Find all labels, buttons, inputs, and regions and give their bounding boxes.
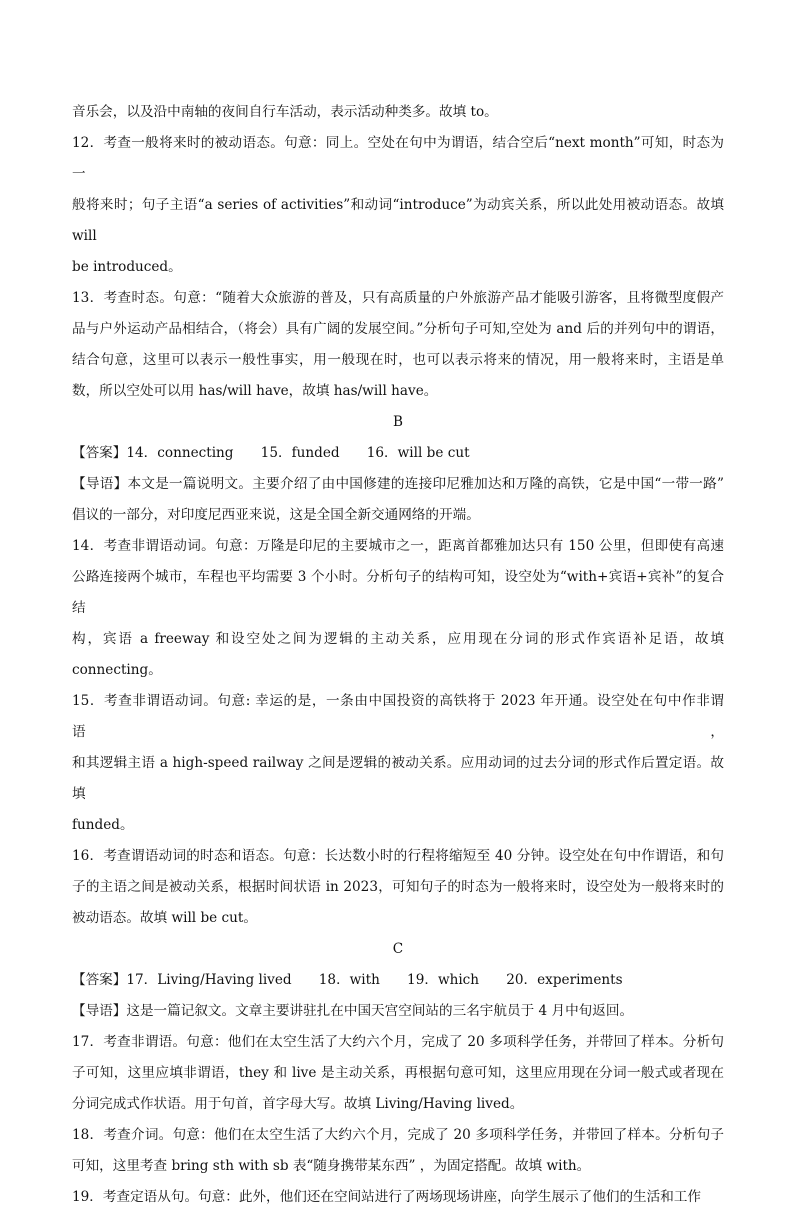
explanation-17-line: 17．考查非谓语。句意：他们在太空生活了大约六个月，完成了 20 多项科学任务，并带回了样本。分析句 [72, 1034, 724, 1050]
continuation-paragraph-line: 音乐会，以及沿中南轴的夜间自行车活动，表示活动种类多。故填 to。 [72, 104, 498, 120]
explanation-14-line: 公路连接两个城市，车程也平均需要 3 个小时。分析句子的结构可知，设空处为“with+宾语+宾补”的复合结 [72, 569, 724, 616]
section-heading-c-line: C [392, 941, 404, 957]
explanation-12-line: 12．考查一般将来时的被动语态。句意：同上。空处在句中为谓语，结合空后“next month”可知，时态为一 [72, 135, 724, 182]
explanation-text [72, 97, 724, 1213]
explanation-13-line: 13．考查时态。句意：“随着大众旅游的普及，只有高质量的户外旅游产品才能吸引游客，且将微型度假产 [72, 290, 724, 306]
explanation-13-line: 结合句意，这里可以表示一般性事实，用一般现在时，也可以表示将来的情况，用一般将来时，主语是单 [72, 352, 724, 368]
explanation-17-line: 分词完成式作状语。用于句首，首字母大写。故填 Living/Having lived。 [72, 1096, 524, 1112]
answer-key-c-line: 【答案】17．Living/Having lived 18．with 19．which 20．experiments [72, 972, 623, 988]
explanation-15-line: 15．考查非谓语动词。句意: 幸运的是，一条由中国投资的高铁将于 2023 年开通。设空处在句中作非谓语， [72, 693, 724, 740]
explanation-17-line: 子可知，这里应填非谓语，they 和 live 是主动关系，再根据句意可知，这里应用现在分词一般式或者现在 [72, 1065, 724, 1081]
explanation-15-line: funded。 [72, 817, 134, 833]
explanation-14-line: 14．考查非谓语动词。句意：万隆是印尼的主要城市之一，距离首都雅加达只有 150 公里，但即使有高速 [72, 538, 724, 554]
section-heading-b-line: B [393, 414, 403, 430]
guide-c-line: 【导语】这是一篇记叙文。文章主要讲驻扎在中国天宫空间站的三名宇航员于 4 月中旬返回。 [72, 1003, 634, 1019]
explanation-14-line: 构，宾语 a freeway 和设空处之间为逻辑的主动关系，应用现在分词的形式作宾语补足语，故填 connecting。 [72, 631, 724, 678]
explanation-15-line: 和其逻辑主语 a high-speed railway 之间是逻辑的被动关系。应用动词的过去分词的形式作后置定语。故填 [72, 755, 724, 802]
explanation-19-line: 19．考查定语从句。句意：此外，他们还在空间站进行了两场现场讲座，向学生展示了他们的生活和工作 [72, 1189, 702, 1205]
explanation-13-line: 品与户外运动产品相结合，（将会）具有广阔的发展空间。”分析句子可知,空处为 and 后的并列句中的谓语， [72, 321, 724, 337]
answer-key-b-line: 【答案】14．connecting 15．funded 16．will be cut [72, 445, 470, 461]
guide-b-line: 倡议的一部分，对印度尼西亚来说，这是全国全新交通网络的开端。 [72, 507, 480, 523]
explanation-16-line: 被动语态。故填 will be cut。 [72, 910, 257, 926]
explanation-16-line: 16．考查谓语动词的时态和语态。句意：长达数小时的行程将缩短至 40 分钟。设空处在句中作谓语，和句 [72, 848, 724, 864]
explanation-13-line: 数，所以空处可以用 has/will have，故填 has/will have。 [72, 383, 438, 399]
explanation-12-line: be introduced。 [72, 259, 182, 275]
explanation-16-line: 子的主语之间是被动关系，根据时间状语 in 2023，可知句子的时态为一般将来时，设空处为一般将来时的 [72, 879, 724, 895]
explanation-18-line: 可知，这里考查 bring sth with sb 表“随身携带某东西” ，为固定搭配。故填 with。 [72, 1158, 591, 1174]
explanation-12-line: 般将来时；句子主语“a series of activities”和动词“introduce”为动宾关系，所以此处用被动语态。故填 will [72, 197, 724, 244]
guide-b-line: 【导语】本文是一篇说明文。主要介绍了由中国修建的连接印尼雅加达和万隆的高铁，它是中国“一带一路” [72, 476, 724, 492]
explanation-18-line: 18．考查介词。句意：他们在太空生活了大约六个月，完成了 20 多项科学任务，并带回了样本。分析句子 [72, 1127, 724, 1143]
